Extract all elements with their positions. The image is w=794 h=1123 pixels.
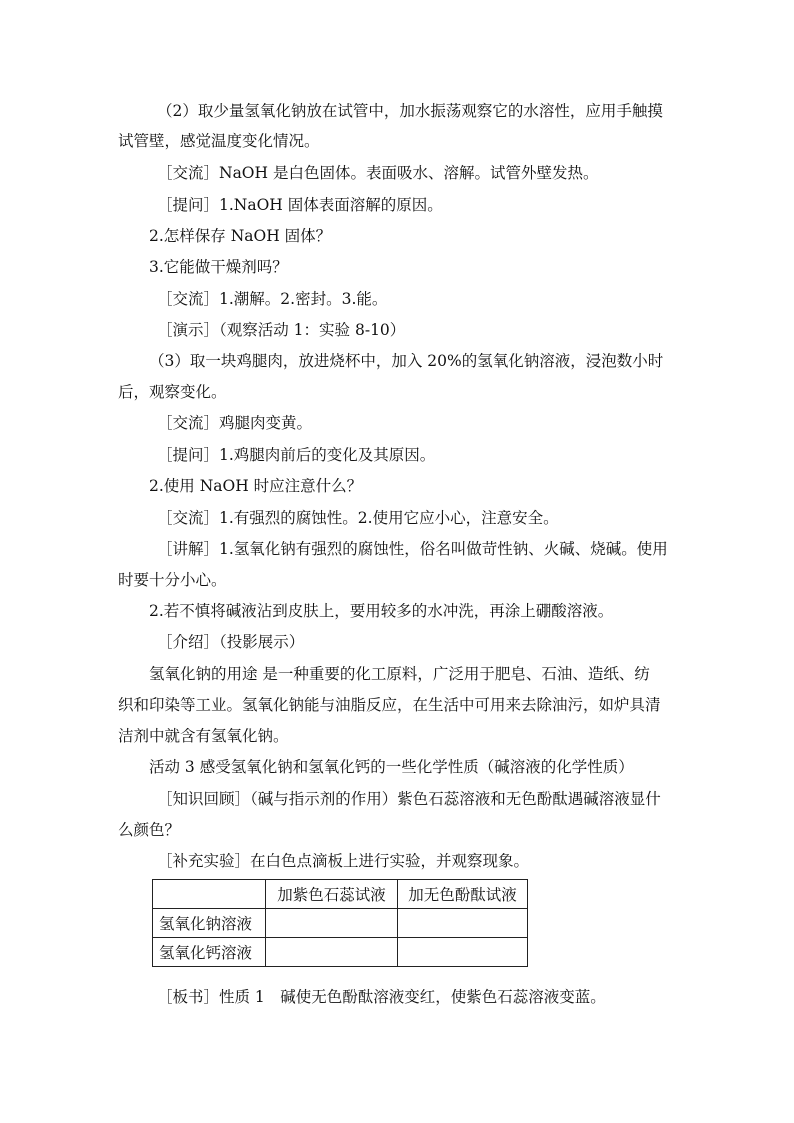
paragraph-line: ［板书］性质 1 碱使无色酚酞溶液变红，使紫色石蕊溶液变蓝。: [157, 988, 606, 1006]
table-cell: [398, 909, 528, 938]
paragraph-line: ［交流］NaOH 是白色固体。表面吸水、溶解。试管外壁发热。: [157, 164, 599, 182]
paragraph-line: ［交流］鸡腿肉变黄。: [157, 414, 313, 432]
paragraph-line: 氢氧化钠的用途 是一种重要的化工原料，广泛用于肥皂、石油、造纸、纺: [149, 665, 650, 683]
table-cell: [398, 938, 528, 967]
paragraph-line: 试管壁，感觉温度变化情况。: [118, 132, 320, 150]
table-cell: [266, 909, 398, 938]
paragraph-line: ［介绍］（投影展示）: [157, 633, 305, 651]
table-row: [153, 909, 528, 938]
table-header-cell: 加紫色石蕊试液: [266, 880, 398, 909]
paragraph-line: ［提问］1.NaOH 固体表面溶解的原因。: [157, 196, 443, 214]
table-cell: [266, 938, 398, 967]
paragraph-line: 洁剂中就含有氢氧化钠。: [118, 727, 289, 745]
paragraph-line: ［知识回顾］（碱与指示剂的作用）紫色石蕊溶液和无色酚酞遇碱溶液显什: [157, 790, 661, 808]
paragraph-line: 2.怎样保存 NaOH 固体？: [149, 227, 332, 245]
paragraph-line: ［交流］1.潮解。2.密封。3.能。: [157, 290, 388, 308]
paragraph-line: ［演示］（观察活动 1：实验 8-10）: [157, 321, 406, 339]
paragraph-line: ［提问］1.鸡腿肉前后的变化及其原因。: [157, 446, 436, 464]
paragraph-line: 活动 3 感受氢氧化钠和氢氧化钙的一些化学性质（碱溶液的化学性质）: [149, 758, 634, 776]
table-header-row: [153, 880, 528, 909]
table-header-cell: 加无色酚酞试液: [398, 880, 528, 909]
table-cell: 氢氧化钙溶液: [153, 938, 266, 967]
paragraph-line: 后，观察变化。: [118, 383, 227, 401]
table-row: [153, 938, 528, 967]
paragraph-line: 么颜色？: [118, 821, 181, 839]
paragraph-line: ［补充实验］在白色点滴板上进行实验，并观察现象。: [157, 852, 530, 870]
paragraph-line: （2）取少量氢氧化钠放在试管中，加水振荡观察它的水溶性，应用手触摸: [157, 102, 663, 120]
paragraph-line: 织和印染等工业。氢氧化钠能与油脂反应，在生活中可用来去除油污，如炉具清: [118, 696, 661, 714]
table-cell: 氢氧化钠溶液: [153, 909, 266, 938]
paragraph-line: ［讲解］1.氢氧化钠有强烈的腐蚀性，俗名叫做苛性钠、火碱、烧碱。使用: [157, 540, 668, 558]
paragraph-line: 2.使用 NaOH 时应注意什么？: [149, 477, 363, 495]
table-header-cell: [153, 880, 266, 909]
paragraph-line: ［交流］1.有强烈的腐蚀性。2.使用它应小心，注意安全。: [157, 509, 559, 527]
paragraph-line: （3）取一块鸡腿肉，放进烧杯中，加入 20%的氢氧化钠溶液，浸泡数小时: [149, 352, 664, 370]
paragraph-line: 2.若不慎将碱液沾到皮肤上，要用较多的水冲洗，再涂上硼酸溶液。: [149, 602, 614, 620]
experiment-table: [152, 879, 528, 967]
paragraph-line: 时要十分小心。: [118, 571, 227, 589]
paragraph-line: 3.它能做干燥剂吗？: [149, 258, 288, 276]
